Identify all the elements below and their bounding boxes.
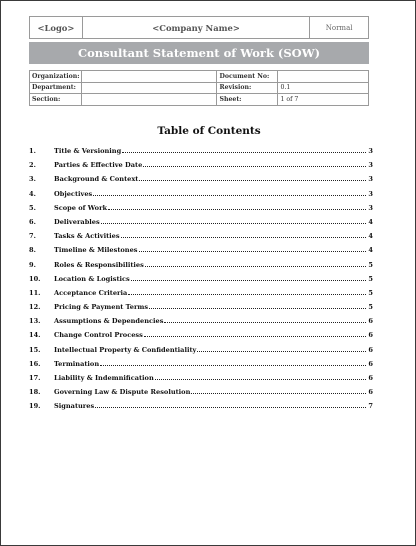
toc-leader-dots xyxy=(122,152,366,153)
toc-entry-page: 3 xyxy=(368,189,373,198)
toc-entry-page: 4 xyxy=(368,246,373,255)
document-no-label: Document No: xyxy=(217,71,278,83)
toc-entry[interactable] xyxy=(29,346,373,360)
toc-entry-title: Title & Versioning xyxy=(54,147,122,155)
toc-entry-title: Signatures xyxy=(54,402,95,411)
toc-entry-page: 6 xyxy=(368,388,373,397)
toc-entry-number: 4. xyxy=(29,189,36,198)
toc-entry-number: 17. xyxy=(29,374,41,382)
toc-entry-page: 3 xyxy=(368,203,373,212)
toc-entry-number: 19. xyxy=(29,402,41,411)
header-table xyxy=(29,16,369,39)
company-name: <Company Name> xyxy=(82,17,309,39)
toc-entry-title: Acceptance Criteria xyxy=(54,288,128,297)
table-of-contents xyxy=(29,147,373,417)
toc-leader-dots xyxy=(191,393,366,394)
toc-entry-number: 9. xyxy=(29,260,36,269)
toc-entry[interactable] xyxy=(29,374,373,388)
revision-value: 0.1 xyxy=(278,82,369,94)
revision-label: Revision: xyxy=(217,82,278,94)
toc-entry-page: 4 xyxy=(368,232,373,241)
toc-entry-title: Timeline & Milestones xyxy=(54,246,138,255)
toc-entry-title: Roles & Responsibilities xyxy=(54,260,144,269)
toc-entry-title: Objectives xyxy=(54,189,93,198)
document-title: Consultant Statement of Work (SOW) xyxy=(29,42,369,64)
toc-entry[interactable] xyxy=(29,331,373,345)
toc-entry[interactable] xyxy=(29,289,373,303)
toc-entry[interactable] xyxy=(29,218,373,232)
toc-leader-dots xyxy=(100,365,366,366)
toc-entry-page: 6 xyxy=(368,345,373,354)
toc-entry[interactable] xyxy=(29,360,373,374)
toc-entry-page: 5 xyxy=(368,288,373,297)
department-label: Department: xyxy=(30,82,82,94)
toc-leader-dots xyxy=(139,180,366,181)
toc-entry-number: 13. xyxy=(29,317,41,326)
toc-entry[interactable] xyxy=(29,232,373,246)
document-info-table xyxy=(29,70,369,106)
toc-leader-dots xyxy=(145,266,366,267)
toc-leader-dots xyxy=(139,251,367,252)
sheet-value: 1 of 7 xyxy=(278,94,369,106)
document-no-value xyxy=(278,71,369,83)
toc-entry-page: 3 xyxy=(368,147,373,155)
toc-entry[interactable] xyxy=(29,246,373,260)
toc-entry-title: Parties & Effective Date xyxy=(54,161,143,170)
toc-entry-number: 15. xyxy=(29,345,41,354)
toc-entry-number: 1. xyxy=(29,147,36,155)
toc-leader-dots xyxy=(101,223,366,224)
organization-label: Organization: xyxy=(30,71,82,83)
toc-entry-number: 10. xyxy=(29,274,41,283)
toc-entry-number: 18. xyxy=(29,388,41,397)
toc-entry-page: 5 xyxy=(368,303,373,312)
toc-entry[interactable] xyxy=(29,388,373,402)
toc-entry-page: 3 xyxy=(368,161,373,170)
toc-entry-title: Intellectual Property & Confidentiality xyxy=(54,345,197,354)
toc-heading: Table of Contents xyxy=(157,125,261,137)
toc-leader-dots xyxy=(144,336,366,337)
toc-entry[interactable] xyxy=(29,147,373,161)
toc-entry-title: Pricing & Payment Terms xyxy=(54,303,149,312)
toc-entry-number: 5. xyxy=(29,203,36,212)
toc-entry-title: Tasks & Activities xyxy=(54,232,120,241)
toc-leader-dots xyxy=(121,237,366,238)
toc-entry-title: Termination xyxy=(54,359,100,368)
section-label: Section: xyxy=(30,94,82,106)
toc-leader-dots xyxy=(131,280,366,281)
toc-entry-number: 3. xyxy=(29,175,36,184)
toc-leader-dots xyxy=(128,294,366,295)
toc-entry-page: 5 xyxy=(368,260,373,269)
toc-entry[interactable] xyxy=(29,402,373,416)
toc-entry[interactable] xyxy=(29,161,373,175)
toc-entry[interactable] xyxy=(29,190,373,204)
toc-entry-title: Deliverables xyxy=(54,217,100,226)
toc-entry-number: 16. xyxy=(29,359,41,368)
toc-entry[interactable] xyxy=(29,303,373,317)
toc-entry-title: Change Control Process xyxy=(54,331,143,340)
toc-entry-page: 6 xyxy=(368,331,373,340)
toc-entry-page: 6 xyxy=(368,374,373,382)
toc-entry-number: 6. xyxy=(29,217,36,226)
toc-leader-dots xyxy=(164,322,366,323)
organization-value xyxy=(82,71,217,83)
toc-entry-title: Location & Logistics xyxy=(54,274,130,283)
toc-entry-page: 7 xyxy=(368,402,373,411)
toc-entry-title: Scope of Work xyxy=(54,203,108,212)
toc-entry-number: 8. xyxy=(29,246,36,255)
toc-entry-page: 6 xyxy=(368,317,373,326)
department-value xyxy=(82,82,217,94)
toc-entry-number: 14. xyxy=(29,331,41,340)
section-value xyxy=(82,94,217,106)
toc-entry[interactable] xyxy=(29,317,373,331)
toc-entry-page: 5 xyxy=(368,274,373,283)
toc-entry-number: 2. xyxy=(29,161,36,170)
toc-entry[interactable] xyxy=(29,275,373,289)
toc-leader-dots xyxy=(95,407,366,408)
toc-leader-dots xyxy=(108,209,366,210)
toc-leader-dots xyxy=(143,166,366,167)
toc-entry-title: Assumptions & Dependencies xyxy=(54,317,164,326)
toc-entry[interactable] xyxy=(29,204,373,218)
toc-entry-title: Liability & Indemnification xyxy=(54,374,154,382)
toc-leader-dots xyxy=(149,308,366,309)
toc-entry[interactable] xyxy=(29,261,373,275)
document-status: Normal xyxy=(310,17,369,39)
toc-entry-page: 3 xyxy=(368,175,373,184)
toc-leader-dots xyxy=(155,379,366,380)
logo-placeholder: <Logo> xyxy=(30,17,83,39)
toc-entry-number: 7. xyxy=(29,232,36,241)
toc-entry-number: 11. xyxy=(29,288,41,297)
toc-entry[interactable] xyxy=(29,175,373,189)
toc-entry-page: 4 xyxy=(368,217,373,226)
sheet-label: Sheet: xyxy=(217,94,278,106)
toc-entry-page: 6 xyxy=(368,359,373,368)
toc-leader-dots xyxy=(197,351,366,352)
toc-entry-title: Governing Law & Dispute Resolution xyxy=(54,388,191,397)
toc-entry-number: 12. xyxy=(29,303,41,312)
toc-leader-dots xyxy=(93,195,366,196)
toc-entry-title: Background & Context xyxy=(54,175,139,184)
